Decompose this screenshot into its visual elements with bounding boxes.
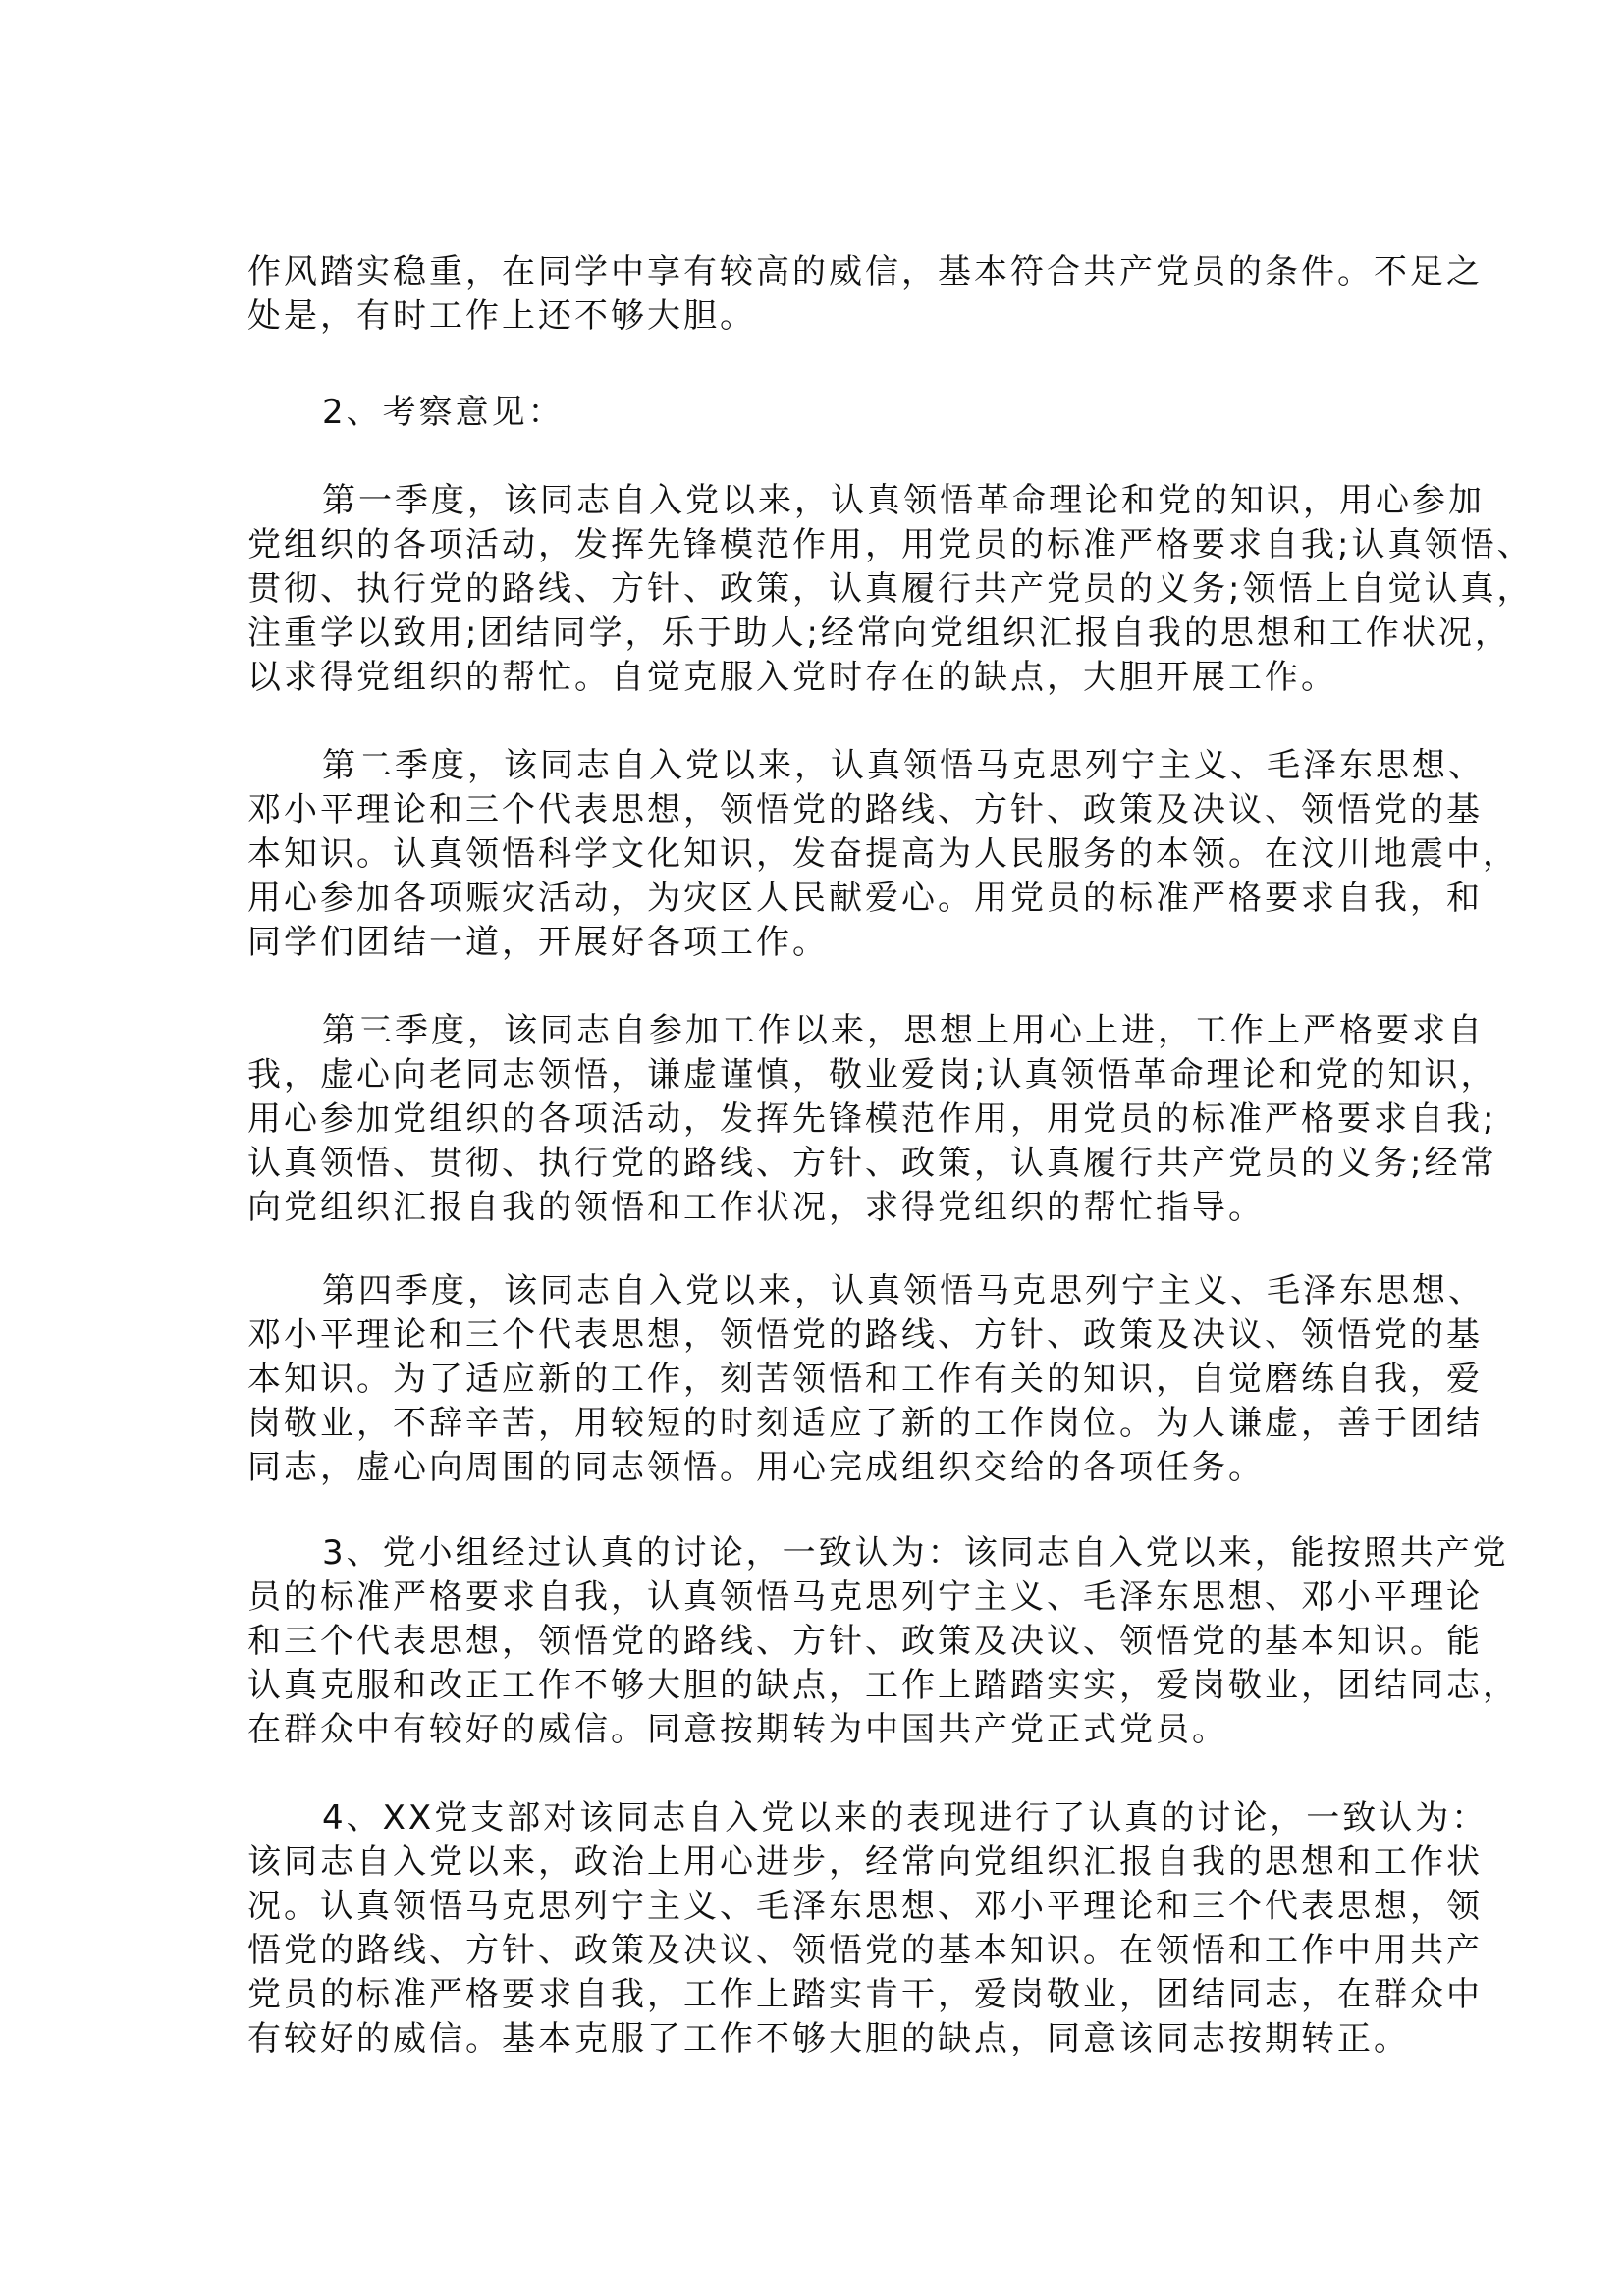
paragraph	[247, 391, 1337, 435]
text-line: 3、党小组经过认真的讨论，一致认为：该同志自入党以来，能按照共产党	[322, 1533, 1509, 1573]
text-line: 同学们团结一道，开展好各项工作。	[247, 923, 829, 962]
paragraph	[247, 1531, 1519, 1752]
paragraph	[247, 250, 1483, 339]
text-line: 党组织的各项活动，发挥先锋模范作用，用党员的标准严格要求自我;认真领悟、	[247, 525, 1534, 564]
text-line: 岗敬业，不辞辛苦，用较短的时刻适应了新的工作岗位。为人谦虚，善于团结	[247, 1404, 1483, 1443]
text-line: 用心参加各项赈灾活动，为灾区人民献爱心。用党员的标准严格要求自我，和	[247, 879, 1483, 918]
text-line: 认真领悟、贯彻、执行党的路线、方针、政策，认真履行共产党员的义务;经常	[247, 1144, 1497, 1183]
paragraph	[247, 1269, 1485, 1490]
text-line: 党员的标准严格要求自我，工作上踏实肯干，爱岗敬业，团结同志，在群众中	[247, 1975, 1483, 2014]
text-line: 该同志自入党以来，政治上用心进步，经常向党组织汇报自我的思想和工作状	[247, 1842, 1483, 1882]
text-line: 在群众中有较好的威信。同意按期转为中国共产党正式党员。	[247, 1710, 1228, 1749]
text-line: 本知识。为了适应新的工作，刻苦领悟和工作有关的知识，自觉磨练自我，爱	[247, 1360, 1483, 1399]
paragraph	[247, 744, 1519, 965]
paragraph	[247, 1796, 1489, 2061]
text-line: 和三个代表思想，领悟党的路线、方针、政策及决议、领悟党的基本知识。能	[247, 1622, 1483, 1661]
text-line: 4、XX党支部对该同志自入党以来的表现进行了认真的讨论，一致认为：	[322, 1798, 1489, 1838]
text-line: 作风踏实稳重，在同学中享有较高的威信，基本符合共产党员的条件。不足之	[247, 252, 1483, 292]
text-line: 悟党的路线、方针、政策及决议、领悟党的基本知识。在领悟和工作中用共产	[247, 1931, 1483, 1970]
text-line: 第四季度，该同志自入党以来，认真领悟马克思列宁主义、毛泽东思想、	[322, 1271, 1485, 1310]
text-line: 注重学以致用;团结同学，乐于助人;经常向党组织汇报自我的思想和工作状况，	[247, 614, 1511, 653]
text-line: 同志，虚心向周围的同志领悟。用心完成组织交给的各项任务。	[247, 1448, 1265, 1487]
text-line: 向党组织汇报自我的领悟和工作状况，求得党组织的帮忙指导。	[247, 1188, 1265, 1227]
paragraph	[247, 1009, 1497, 1230]
text-line: 第二季度，该同志自入党以来，认真领悟马克思列宁主义、毛泽东思想、	[322, 746, 1485, 785]
text-line: 本知识。认真领悟科学文化知识，发奋提高为人民服务的本领。在汶川地震中，	[247, 834, 1519, 874]
text-line: 认真克服和改正工作不够大胆的缺点，工作上踏踏实实，爱岗敬业，团结同志，	[247, 1666, 1519, 1705]
text-line: 员的标准严格要求自我，认真领悟马克思列宁主义、毛泽东思想、邓小平理论	[247, 1577, 1483, 1617]
text-line: 用心参加党组织的各项活动，发挥先锋模范作用，用党员的标准严格要求自我;	[247, 1099, 1497, 1139]
text-line: 第三季度，该同志自参加工作以来，思想上用心上进，工作上严格要求自	[322, 1011, 1485, 1050]
text-line: 邓小平理论和三个代表思想，领悟党的路线、方针、政策及决议、领悟党的基	[247, 790, 1483, 829]
text-line: 贯彻、执行党的路线、方针、政策，认真履行共产党员的义务;领悟上自觉认真，	[247, 569, 1534, 609]
text-line: 有较好的威信。基本克服了工作不够大胆的缺点，同意该同志按期转正。	[247, 2019, 1410, 2058]
text-line: 况。认真领悟马克思列宁主义、毛泽东思想、邓小平理论和三个代表思想，领	[247, 1887, 1483, 1926]
text-line: 2、考察意见：	[322, 393, 565, 432]
paragraph	[247, 479, 1534, 700]
text-line: 以求得党组织的帮忙。自觉克服入党时存在的缺点，大胆开展工作。	[247, 658, 1337, 697]
text-line: 邓小平理论和三个代表思想，领悟党的路线、方针、政策及决议、领悟党的基	[247, 1315, 1483, 1355]
text-line: 第一季度，该同志自入党以来，认真领悟革命理论和党的知识，用心参加	[322, 481, 1485, 520]
text-line: 处是，有时工作上还不够大胆。	[247, 296, 756, 336]
text-line: 我，虚心向老同志领悟，谦虚谨慎，敬业爱岗;认真领悟革命理论和党的知识，	[247, 1055, 1497, 1095]
